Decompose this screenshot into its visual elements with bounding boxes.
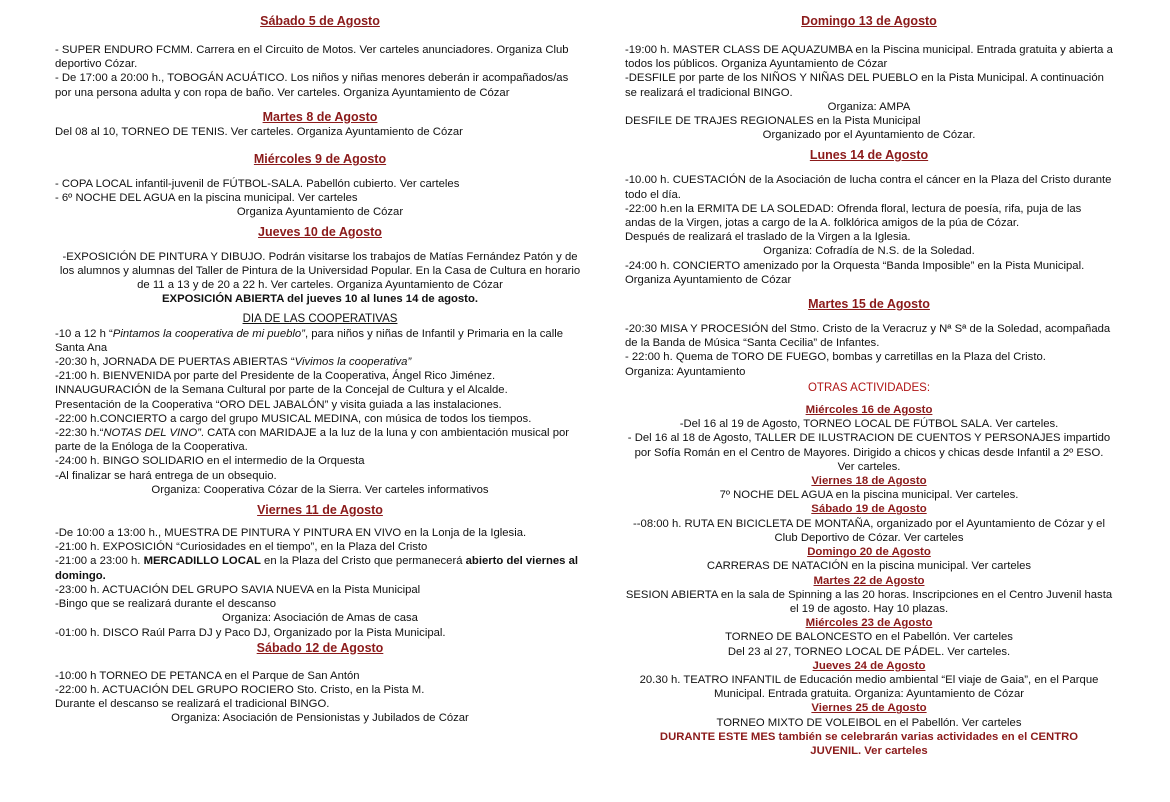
- heading-martes-22: Martes 22 de Agosto: [813, 574, 925, 587]
- event-bienvenida: -21:00 h. BIENVENIDA por parte del Presidente de la Cooperativa, Ángel Rico Jiménez.: [55, 370, 496, 383]
- event-savia-nueva: -23:00 h. ACTUACIÓN DEL GRUPO SAVIA NUEVA en la Pista Municipal: [55, 583, 421, 596]
- footer-centro-juvenil: DURANTE ESTE MES también se celebrarán varias actividades en el CENTRO JUVENIL. Ver carteles: [659, 730, 1079, 757]
- heading-jueves-24: Jueves 24 de Agosto: [812, 659, 926, 672]
- pintamos-a: -10 a 12 h “: [55, 327, 113, 340]
- event-petanca: -10:00 h TORNEO DE PETANCA en el Parque de San Antón: [55, 669, 360, 682]
- heading-domingo-20: Domingo 20 de Agosto: [807, 546, 931, 559]
- puertas-italic: Vivimos la cooperativa”: [294, 356, 412, 369]
- event-noche-agua: - 6º NOCHE DEL AGUA en la piscina municipal. Ver carteles: [55, 192, 358, 205]
- event-puertas-abiertas: [55, 355, 585, 369]
- organizer-line: Organiza: Cooperativa Cózar de la Sierra. Ver carteles informativos: [151, 483, 489, 496]
- event-voleibol: TORNEO MIXTO DE VOLEIBOL en el Pabellón. Ver carteles: [716, 716, 1022, 729]
- heading-otras-actividades: OTRAS ACTIVIDADES:: [807, 381, 931, 394]
- mercadillo-bold-end: abierto del viernes al domingo.: [55, 555, 579, 582]
- event-exposicion-curiosidades: -21:00 h. EXPOSICIÓN “Curiosidades en el tiempo”, en la Plaza del Cristo: [55, 541, 428, 554]
- event-bingo-solidario: -24:00 h. BINGO SOLIDARIO en el intermedio de la Orquesta: [55, 455, 365, 468]
- event-spinning: SESION ABIERTA en la sala de Spinning a las 20 horas. Inscripciones en el Centro Juvenil hasta el 19 de agosto. Hay 10 plazas.: [625, 588, 1113, 615]
- event-presentacion: Presentación de la Cooperativa “ORO DEL JABALÓN” y visita guiada a las instalaciones.: [55, 398, 502, 411]
- heading-domingo-13: Domingo 13 de Agosto: [801, 14, 937, 28]
- pintamos-b: , para niños y niñas de Infantil y Primaria en la calle Santa Ana: [55, 327, 564, 354]
- organizer-line: Organiza: Asociación de Amas de casa: [222, 612, 418, 625]
- event-copa-local: - COPA LOCAL infantil-juvenil de FÚTBOL-SALA. Pabellón cubierto. Ver carteles: [55, 178, 460, 191]
- heading-martes-8: Martes 8 de Agosto: [262, 109, 378, 124]
- event-exposicion-pintura: [55, 250, 585, 307]
- pintamos-italic: Pintamos la cooperativa de mi pueblo”: [112, 327, 305, 340]
- event-disco: -01:00 h. DISCO Raúl Parra DJ y Paco DJ, Organizado por la Pista Municipal.: [55, 626, 446, 639]
- event-teatro-infantil: 20.30 h. TEATRO INFANTIL de Educación medio ambiental “El viaje de Gaia”, en el Parque Municipal. Entrada gratuita. Organiza: Ayuntamiento de Cózar: [639, 673, 1099, 701]
- heading-jueves-10: Jueves 10 de Agosto: [258, 224, 382, 239]
- event-mercadillo: [55, 554, 585, 582]
- event-obsequio: -Al finalizar se hará entrega de un obsequio.: [55, 469, 277, 482]
- organizer-line: Organiza: Asociación de Pensionistas y Jubilados de Cózar: [171, 712, 469, 725]
- organizer-line: Organiza: AMPA: [827, 100, 911, 113]
- mercadillo-c: en la Plaza del Cristo que permanecerá: [260, 555, 466, 568]
- organizer-line: Organizado por el Ayuntamiento de Cózar.: [762, 129, 976, 142]
- notas-a: -22:30 h.“: [55, 427, 104, 440]
- heading-viernes-11: Viernes 11 de Agosto: [257, 503, 383, 518]
- exposicion-text: -EXPOSICIÓN DE PINTURA Y DIBUJO. Podrán visitarse los trabajos de Matías Fernández Patón y de los alumnos y alumnas del Taller de Pintura de la Universidad Popular. En la Casa de Cultura en horario de 11 a 13 y de 20 a 22 h. Ver carteles. Organiza Ayuntamiento de Cózar: [59, 250, 581, 292]
- event-futbol-sala: -Del 16 al 19 de Agosto, TORNEO LOCAL DE FÚTBOL SALA. Ver carteles.: [679, 418, 1059, 431]
- mercadillo-a: -21:00 a 23:00 h.: [55, 555, 144, 568]
- heading-miercoles-23: Miércoles 23 de Agosto: [805, 617, 933, 630]
- event-toro-fuego: - 22:00 h. Quema de TORO DE FUEGO, bombas y carretillas en la Plaza del Cristo.: [625, 351, 1046, 364]
- event-natacion: CARRERAS DE NATACIÓN en la piscina municipal. Ver carteles: [706, 560, 1032, 573]
- event-ruta-bicicleta: --08:00 h. RUTA EN BICICLETA DE MONTAÑA, organizado por el Ayuntamiento de Cózar y el Club Deportivo de Cózar. Ver carteles: [633, 517, 1105, 544]
- heading-sabado-5: Sábado 5 de Agosto: [260, 14, 380, 28]
- heading-miercoles-16: Miércoles 16 de Agosto: [805, 404, 933, 417]
- event-concierto-medina: -22:00 h.CONCIERTO a cargo del grupo MUSICAL MEDINA, con música de todos los tiempos.: [55, 412, 532, 425]
- right-column: [625, 10, 1113, 758]
- heading-dia-cooperativas: DIA DE LAS COOPERATIVAS: [242, 313, 398, 326]
- mercadillo-bold: MERCADILLO LOCAL: [143, 555, 261, 568]
- event-tobogan: - De 17:00 a 20:00 h., TOBOGÁN ACUÁTICO. Los niños y niñas menores deberán ir acompañados/as por una persona adulta y con ropa de baño. Ver carteles. Organiza Ayuntamiento de Cózar: [55, 72, 569, 99]
- heading-viernes-25: Viernes 25 de Agosto: [811, 702, 927, 715]
- event-desfile-trajes: DESFILE DE TRAJES REGIONALES en la Pista Municipal: [625, 115, 921, 128]
- heading-martes-15: Martes 15 de Agosto: [808, 297, 930, 312]
- heading-miercoles-9: Miércoles 9 de Agosto: [253, 152, 387, 167]
- organizer-line: Organiza Ayuntamiento de Cózar: [236, 206, 404, 219]
- event-desfile-ninos: -DESFILE por parte de los NIÑOS Y NIÑAS DEL PUEBLO en la Pista Municipal. A continuación se realizará el tradicional BINGO.: [625, 72, 1104, 99]
- event-tenis: Del 08 al 10, TORNEO DE TENIS. Ver carteles. Organiza Ayuntamiento de Cózar: [55, 125, 463, 138]
- event-taller-ilustracion: - Del 16 al 18 de Agosto, TALLER DE ILUSTRACION DE CUENTOS Y PERSONAJES impartido por Sofía Román en el Centro de Mayores. Dirigido a chicos y chicas desde Infantil a 2º ESO. Ver carteles.: [627, 432, 1111, 473]
- notas-b: . CATA con MARIDAJE a la luz de la luna y con ambientación musical por parte de la Enóloga de la Cooperativa.: [55, 427, 570, 454]
- heading-sabado-12: Sábado 12 de Agosto: [256, 640, 384, 655]
- event-inauguracion: INNAUGURACIÓN de la Semana Cultural por parte de la Concejal de Cultura y el Alcalde.: [55, 384, 508, 397]
- event-concierto: -24:00 h. CONCIERTO amenizado por la Orquesta “Banda Imposible” en la Pista Municipal. Organiza Ayuntamiento de Cózar: [625, 259, 1085, 286]
- event-misa: -20:30 MISA Y PROCESIÓN del Stmo. Cristo de la Veracruz y Nª Sª de la Soledad, acompañada de la Banda de Música “Santa Cecilia” de Infantes.: [625, 323, 1111, 350]
- organizer-line: Organiza: Ayuntamiento: [625, 365, 746, 378]
- heading-viernes-18: Viernes 18 de Agosto: [811, 475, 927, 488]
- exposicion-abierta: EXPOSICIÓN ABIERTA del jueves 10 al lunes 14 de agosto.: [162, 293, 478, 306]
- left-column: [55, 10, 585, 726]
- event-bingo-tradicional: Durante el descanso se realizará el tradicional BINGO.: [55, 698, 330, 711]
- event-muestra-pintura: -De 10:00 a 13:00 h., MUESTRA DE PINTURA Y PINTURA EN VIVO en la Lonja de la Iglesia.: [55, 527, 527, 540]
- organizer-line: Organiza: Cofradía de N.S. de la Soledad.: [763, 245, 975, 258]
- event-bingo: -Bingo que se realizará durante el descanso: [55, 598, 277, 611]
- event-rociero: -22:00 h. ACTUACIÓN DEL GRUPO ROCIERO Sto. Cristo, en la Pista M.: [55, 683, 425, 696]
- event-traslado: Después de realizará el traslado de la Virgen a la Iglesia.: [625, 231, 911, 244]
- notas-italic: NOTAS DEL VINO”: [103, 427, 201, 440]
- heading-lunes-14: Lunes 14 de Agosto: [809, 148, 929, 163]
- event-notas-vino: [55, 426, 585, 454]
- event-pintamos: [55, 327, 585, 355]
- event-noche-agua-7: 7º NOCHE DEL AGUA en la piscina municipal. Ver carteles.: [719, 489, 1019, 502]
- event-cuestacion: -10.00 h. CUESTACIÓN de la Asociación de lucha contra el cáncer en la Plaza del Cristo durante todo el día.: [625, 174, 1112, 201]
- event-baloncesto: TORNEO DE BALONCESTO en el Pabellón. Ver carteles: [725, 631, 1013, 644]
- event-ermita: -22:00 h.en la ERMITA DE LA SOLEDAD: Ofrenda floral, lectura de poesía, rifa, puja de las andas de la Virgen, jotas a cargo de la A. folklórica amigos de la púa de Cózar.: [625, 202, 1082, 230]
- event-padel: Del 23 al 27, TORNEO LOCAL DE PÁDEL. Ver carteles.: [727, 645, 1011, 658]
- event-aquazumba: -19:00 h. MASTER CLASS DE AQUAZUMBA en la Piscina municipal. Entrada gratuita y abierta a todos los públicos. Organiza Ayuntamiento de Cózar: [625, 44, 1113, 71]
- puertas-a: -20:30 h, JORNADA DE PUERTAS ABIERTAS “: [55, 356, 295, 369]
- heading-sabado-19: Sábado 19 de Agosto: [811, 503, 927, 516]
- event-super-enduro: - SUPER ENDURO FCMM. Carrera en el Circuito de Motos. Ver carteles anunciadores. Organiza Club deportivo Cózar.: [55, 44, 569, 71]
